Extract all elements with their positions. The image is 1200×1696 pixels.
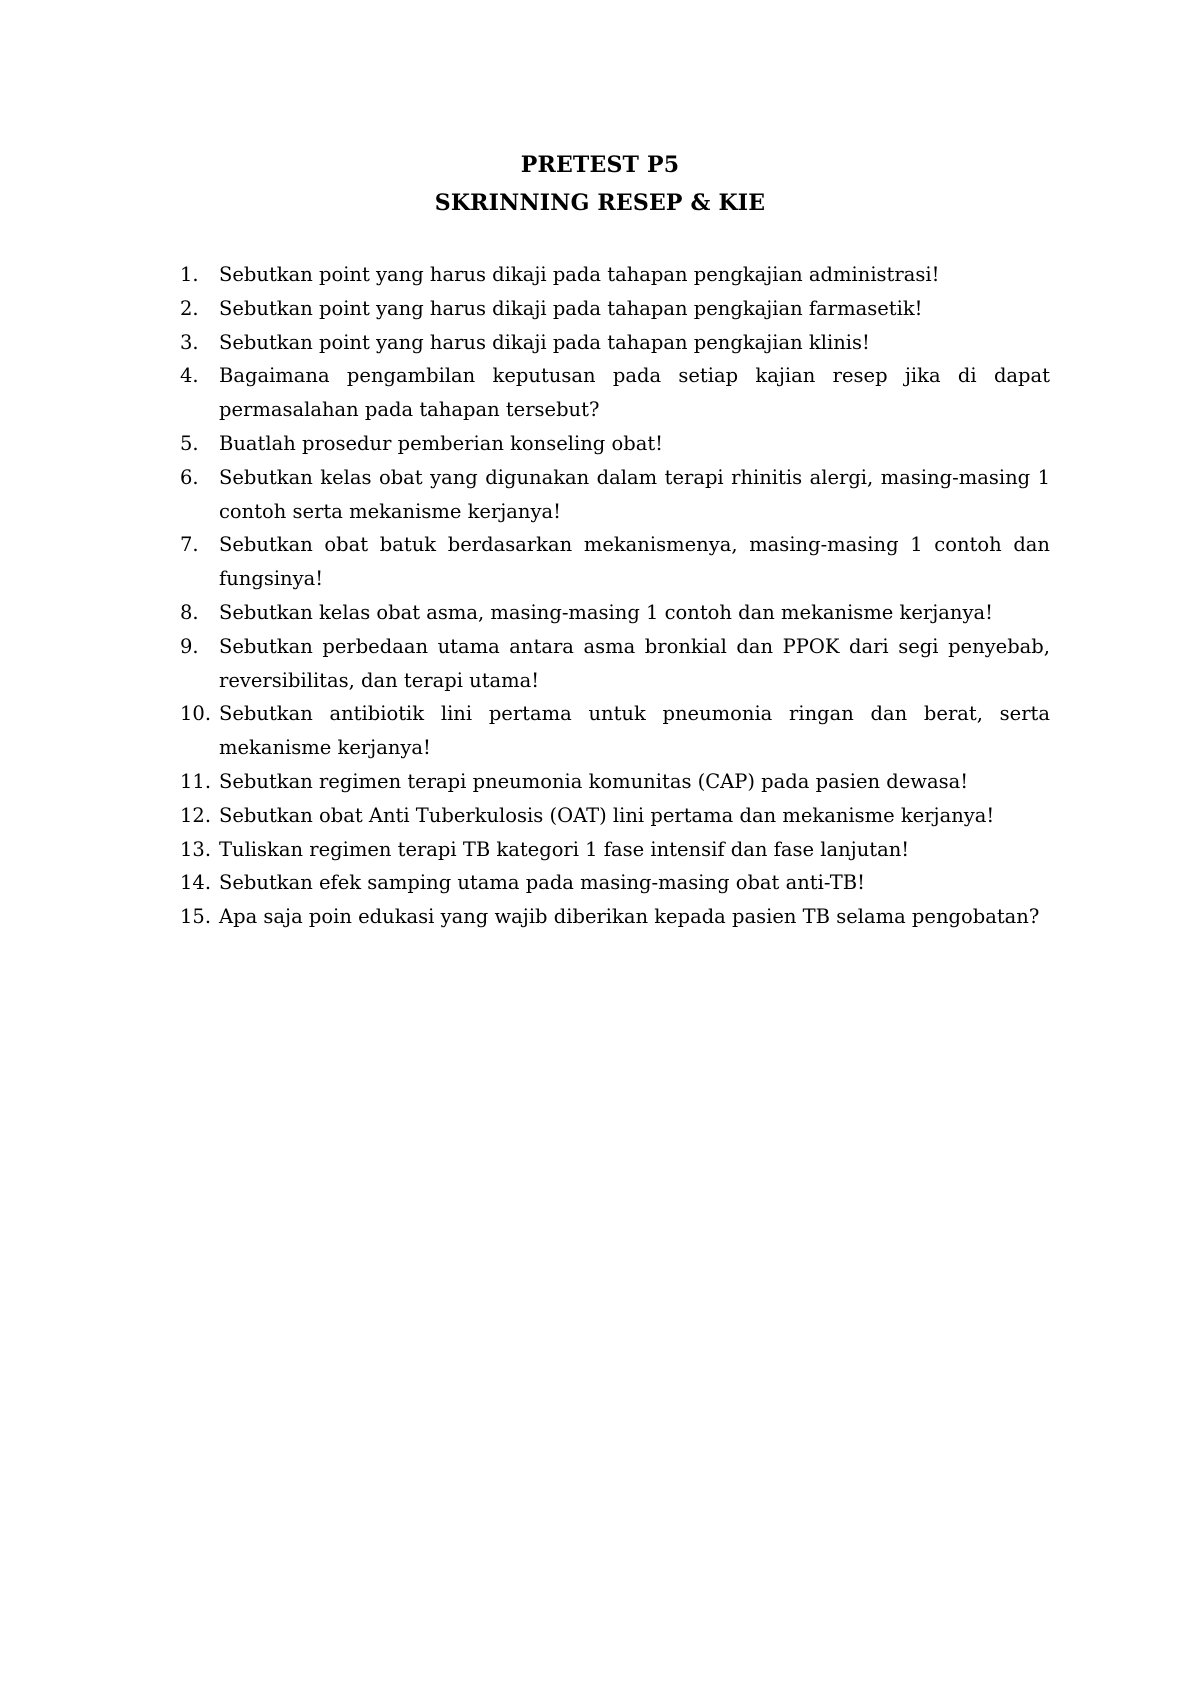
question-number: 1. xyxy=(180,263,199,286)
question-number: 5. xyxy=(180,431,199,455)
question-text: Sebutkan obat Anti Tuberkulosis (OAT) lini pertama dan mekanisme kerjanya! xyxy=(219,803,995,827)
question-text: Sebutkan point yang harus dikaji pada tahapan pengkajian administrasi! xyxy=(219,263,940,286)
question-number: 10. xyxy=(180,702,212,726)
question-text: Apa saja poin edukasi yang wajib diberikan kepada pasien TB selama pengobatan? xyxy=(219,905,1040,929)
question-list xyxy=(180,258,1050,934)
question-item xyxy=(180,258,1050,292)
document-subtitle: SKRINNING RESEP & KIE xyxy=(434,190,766,216)
question-item xyxy=(180,461,1050,529)
question-number: 7. xyxy=(180,533,199,557)
question-number: 9. xyxy=(180,634,199,658)
question-text: Sebutkan efek samping utama pada masing-masing obat anti-TB! xyxy=(219,871,865,895)
question-number: 6. xyxy=(180,465,199,489)
document-title: PRETEST P5 xyxy=(520,152,680,178)
question-text: Sebutkan point yang harus dikaji pada tahapan pengkajian farmasetik! xyxy=(219,296,923,320)
question-item xyxy=(180,765,1050,799)
question-item xyxy=(180,697,1050,765)
question-item xyxy=(180,326,1050,360)
question-item xyxy=(180,292,1050,326)
question-text: Sebutkan antibiotik lini pertama untuk pneumonia ringan dan berat, serta mekanisme kerjanya! xyxy=(219,702,1050,760)
question-item xyxy=(180,799,1050,833)
question-number: 11. xyxy=(180,769,212,793)
question-text: Buatlah prosedur pemberian konseling obat! xyxy=(219,431,663,455)
question-text: Tuliskan regimen terapi TB kategori 1 fase intensif dan fase lanjutan! xyxy=(219,837,910,861)
question-number: 3. xyxy=(180,330,199,354)
question-text: Sebutkan kelas obat yang digunakan dalam terapi rhinitis alergi, masing-masing 1 contoh serta mekanisme kerjanya! xyxy=(219,465,1050,523)
question-text: Sebutkan perbedaan utama antara asma bronkial dan PPOK dari segi penyebab, reversibilitas, dan terapi utama! xyxy=(219,634,1050,692)
question-item xyxy=(180,630,1050,698)
question-number: 2. xyxy=(180,296,199,320)
question-text: Sebutkan kelas obat asma, masing-masing 1 contoh dan mekanisme kerjanya! xyxy=(219,600,993,624)
question-text: Sebutkan obat batuk berdasarkan mekanismenya, masing-masing 1 contoh dan fungsinya! xyxy=(219,533,1050,591)
question-number: 13. xyxy=(180,837,212,861)
document-header xyxy=(0,146,1200,222)
question-item xyxy=(180,427,1050,461)
question-number: 8. xyxy=(180,600,199,624)
question-item xyxy=(180,596,1050,630)
question-text: Sebutkan point yang harus dikaji pada tahapan pengkajian klinis! xyxy=(219,330,870,354)
question-number: 4. xyxy=(180,364,199,388)
question-item xyxy=(180,359,1050,427)
question-item xyxy=(180,866,1050,900)
question-item xyxy=(180,900,1050,934)
question-text: Bagaimana pengambilan keputusan pada setiap kajian resep jika di dapat permasalahan pada tahapan tersebut? xyxy=(219,364,1050,422)
question-item xyxy=(180,833,1050,867)
question-number: 12. xyxy=(180,803,212,827)
question-number: 15. xyxy=(180,905,212,929)
question-item xyxy=(180,528,1050,596)
question-number: 14. xyxy=(180,871,212,895)
question-text: Sebutkan regimen terapi pneumonia komunitas (CAP) pada pasien dewasa! xyxy=(219,769,969,793)
